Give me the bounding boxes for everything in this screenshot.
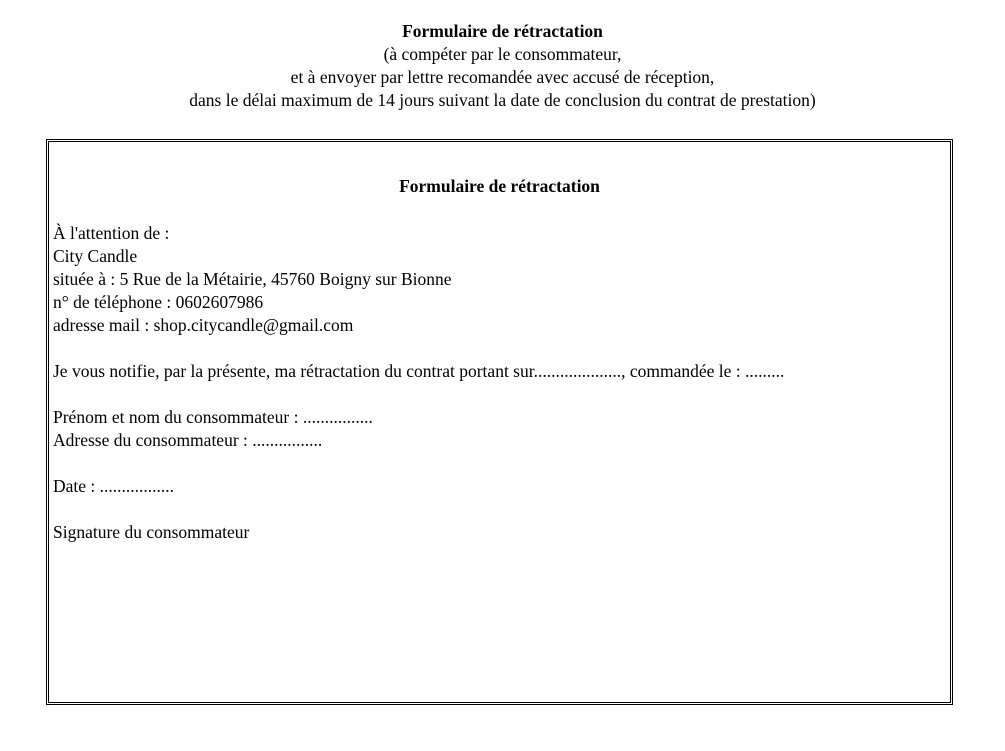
form-body <box>53 222 953 544</box>
signature-label: Signature du consommateur <box>53 522 250 542</box>
company-email: adresse mail : shop.citycandle@gmail.com <box>53 315 354 335</box>
consumer-name-field: Prénom et nom du consommateur : ................ <box>53 407 373 427</box>
spacer <box>53 337 953 360</box>
document-header <box>0 20 1005 112</box>
spacer <box>53 452 953 475</box>
date-field: Date : ................. <box>53 476 175 496</box>
document-title: Formulaire de rétractation <box>402 21 603 41</box>
spacer <box>53 498 953 521</box>
company-phone: n° de téléphone : 0602607986 <box>53 292 264 312</box>
withdrawal-notice: Je vous notifie, par la présente, ma rétractation du contrat portant sur...................., commandée le : ......... <box>53 361 785 381</box>
instructions-line-3: dans le délai maximum de 14 jours suivant la date de conclusion du contrat de prestation) <box>189 90 816 110</box>
company-name: City Candle <box>53 246 138 266</box>
instructions-line-1: (à compéter par le consommateur, <box>383 44 622 64</box>
withdrawal-form-box <box>46 139 953 705</box>
attention-label: À l'attention de : <box>53 223 170 243</box>
spacer <box>53 383 953 406</box>
consumer-address-field: Adresse du consommateur : ................ <box>53 430 323 450</box>
form-title: Formulaire de rétractation <box>399 176 600 196</box>
instructions-line-2: et à envoyer par lettre recomandée avec accusé de réception, <box>290 67 715 87</box>
company-address: située à : 5 Rue de la Métairie, 45760 Boigny sur Bionne <box>53 269 452 289</box>
